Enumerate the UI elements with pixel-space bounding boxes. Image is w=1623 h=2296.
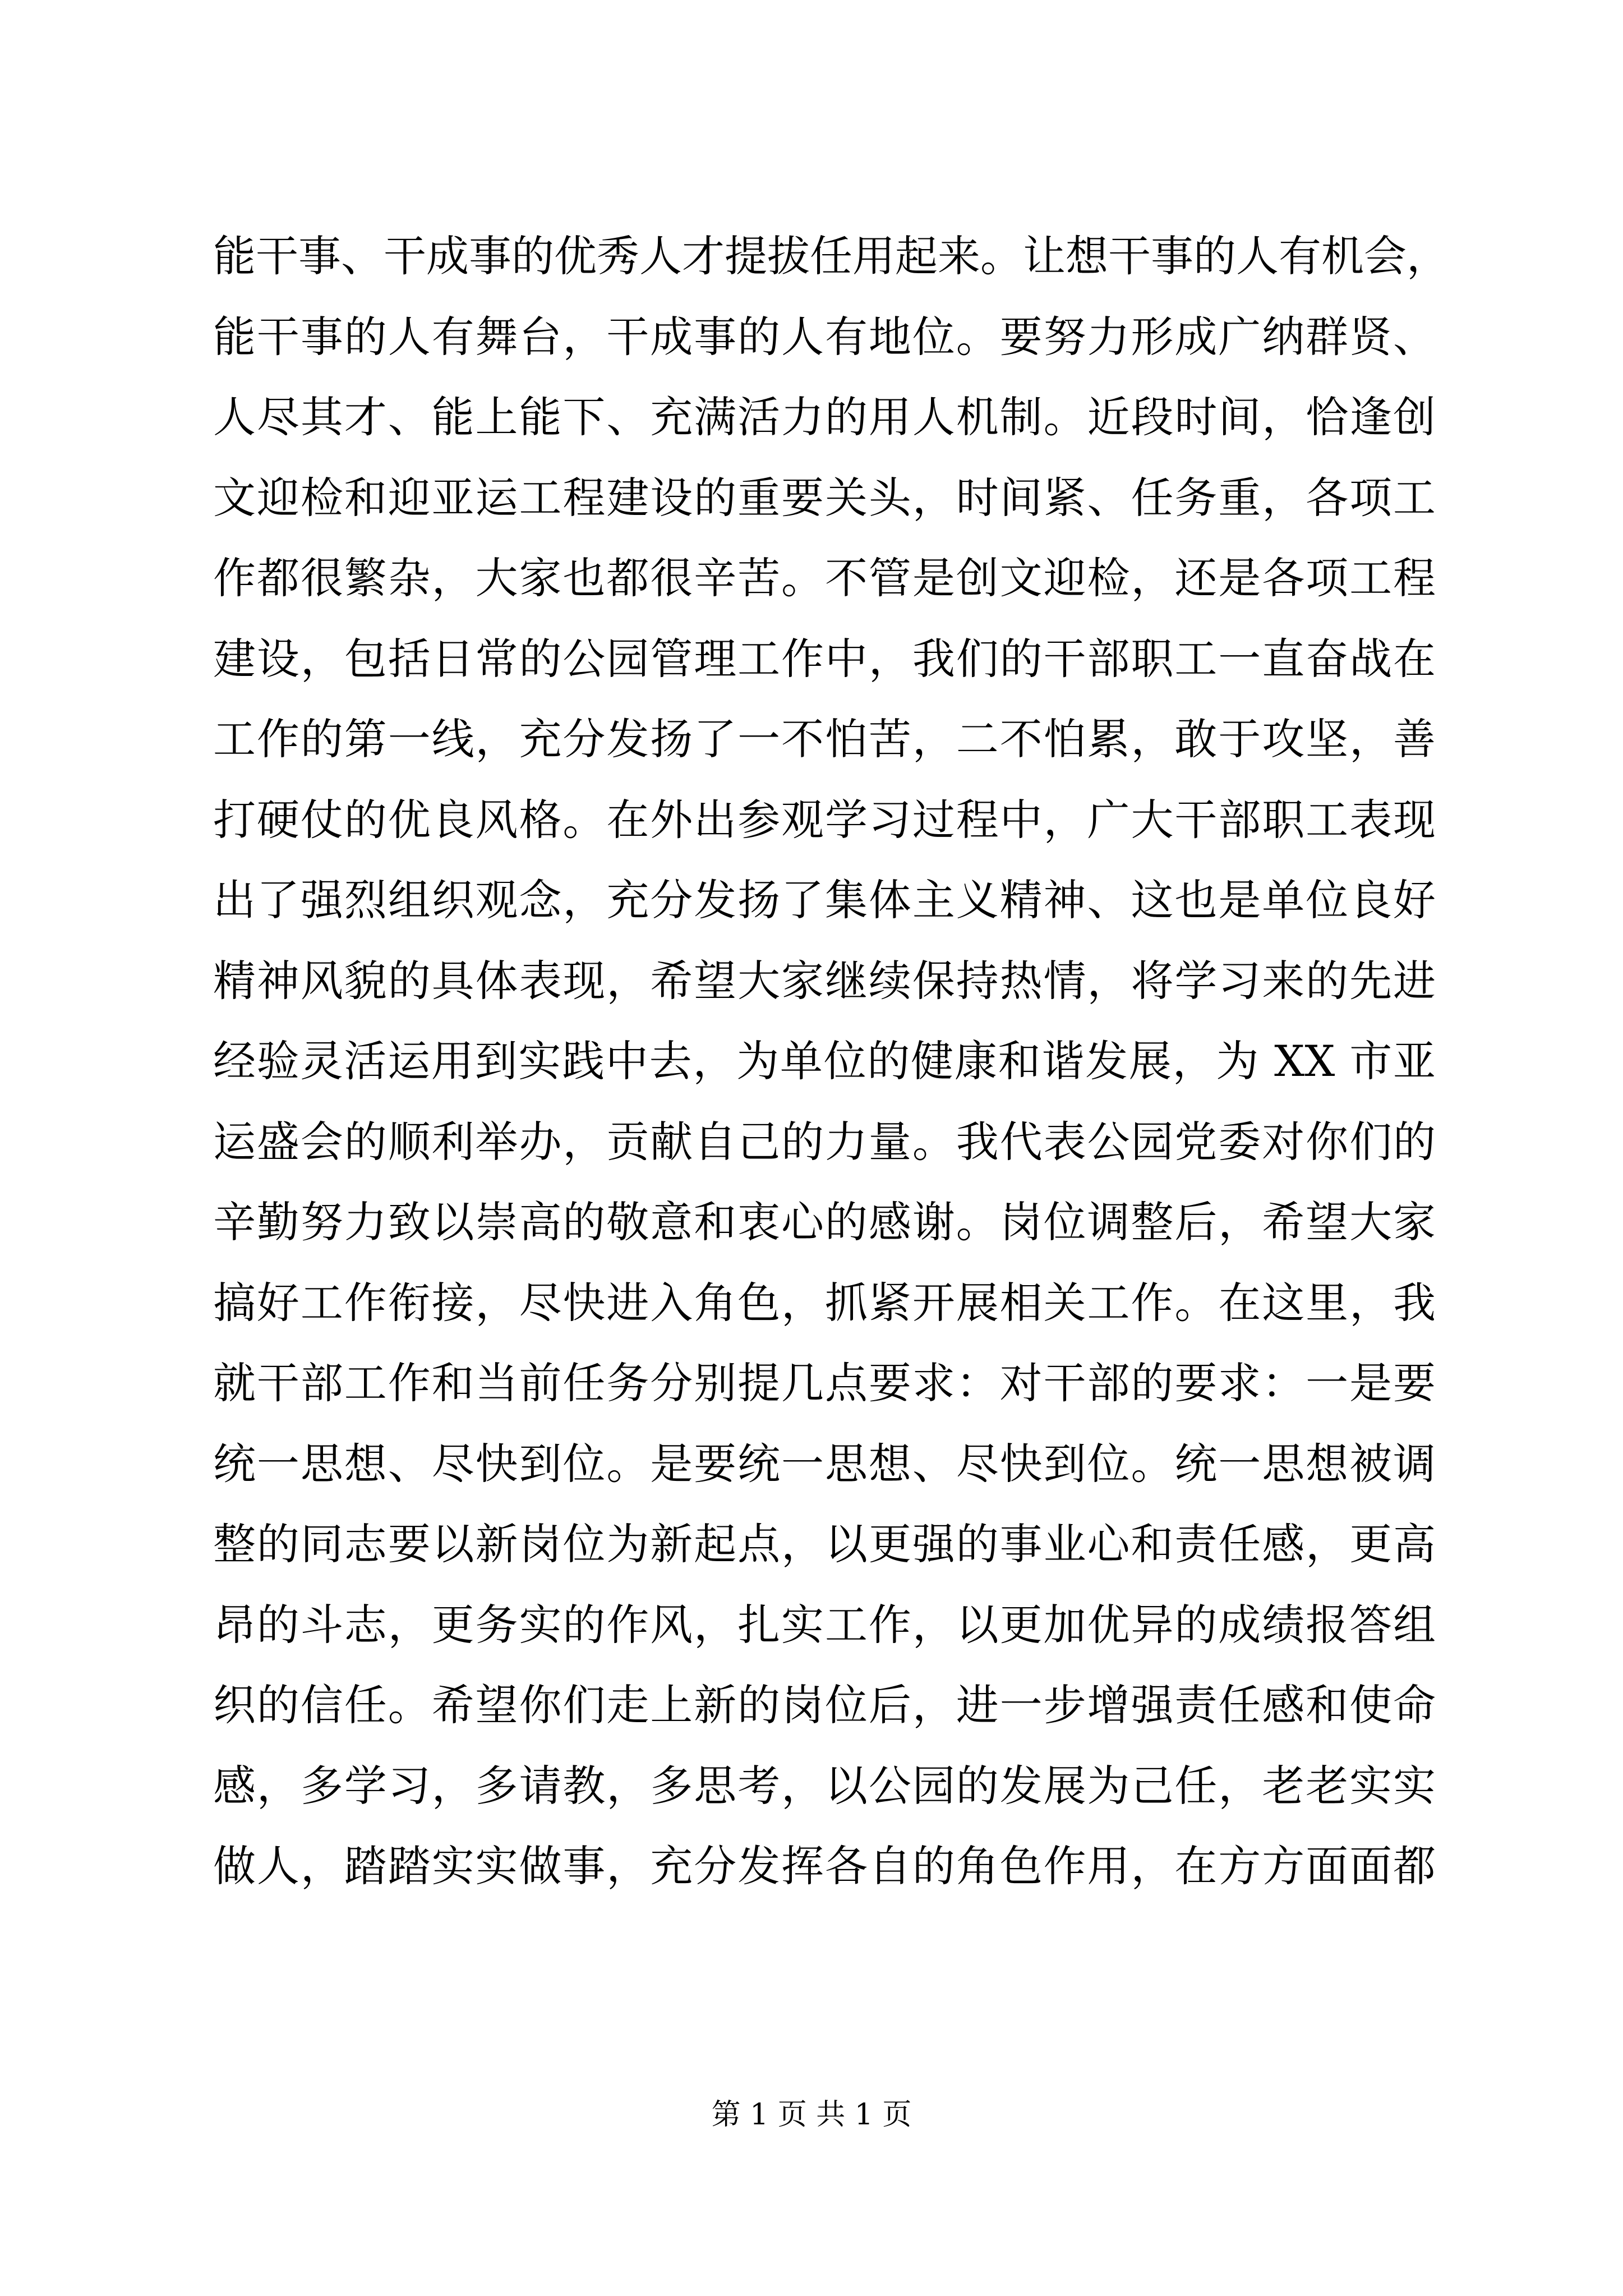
text-line: 建设，包括日常的公园管理工作中，我们的干部职工一直奋战在 bbox=[213, 633, 1436, 684]
text-line: 运盛会的顺利举办，贡献自己的力量。我代表公园党委对你们的 bbox=[213, 1116, 1436, 1167]
text-line: 搞好工作衔接，尽快进入角色，抓紧开展相关工作。在这里，我 bbox=[213, 1277, 1436, 1328]
text-line: 工作的第一线，充分发扬了一不怕苦，二不怕累，敢于攻坚，善 bbox=[213, 714, 1436, 764]
text-line: 织的信任。希望你们走上新的岗位后，进一步增强责任感和使命 bbox=[213, 1680, 1436, 1730]
text-line: 出了强烈组织观念，充分发扬了集体主义精神、这也是单位良好 bbox=[213, 875, 1436, 925]
text-line: 就干部工作和当前任务分别提几点要求：对干部的要求：一是要 bbox=[213, 1358, 1436, 1408]
text-line: 经验灵活运用到实践中去，为单位的健康和谐发展，为 XX 市亚 bbox=[213, 1036, 1436, 1086]
page-footer bbox=[0, 2095, 1623, 2134]
text-line: 辛勤努力致以崇高的敬意和衷心的感谢。岗位调整后，希望大家 bbox=[213, 1197, 1436, 1247]
text-line: 做人，踏踏实实做事，充分发挥各自的角色作用，在方方面面都 bbox=[213, 1841, 1436, 1891]
text-line: 精神风貌的具体表现，希望大家继续保持热情，将学习来的先进 bbox=[213, 955, 1436, 1006]
page-number-label: 第 1 页 共 1 页 bbox=[711, 2098, 912, 2132]
text-line: 感，多学习，多请教，多思考，以公园的发展为己任，老老实实 bbox=[213, 1760, 1436, 1811]
text-line: 打硬仗的优良风格。在外出参观学习过程中，广大干部职工表现 bbox=[213, 794, 1436, 845]
text-line: 昂的斗志，更务实的作风，扎实工作，以更加优异的成绩报答组 bbox=[213, 1599, 1436, 1650]
text-line: 整的同志要以新岗位为新起点，以更强的事业心和责任感，更高 bbox=[213, 1519, 1436, 1569]
text-line: 人尽其才、能上能下、充满活力的用人机制。近段时间，恰逢创 bbox=[213, 392, 1436, 442]
body-text bbox=[213, 216, 1449, 1907]
text-line: 能干事的人有舞台，干成事的人有地位。要努力形成广纳群贤、 bbox=[213, 311, 1436, 362]
text-line: 作都很繁杂，大家也都很辛苦。不管是创文迎检，还是各项工程 bbox=[213, 553, 1436, 603]
text-line: 统一思想、尽快到位。是要统一思想、尽快到位。统一思想被调 bbox=[213, 1438, 1436, 1489]
text-line: 文迎检和迎亚运工程建设的重要关头，时间紧、任务重，各项工 bbox=[213, 472, 1436, 523]
text-line: 能干事、干成事的优秀人才提拔任用起来。让想干事的人有机会， bbox=[213, 231, 1449, 281]
